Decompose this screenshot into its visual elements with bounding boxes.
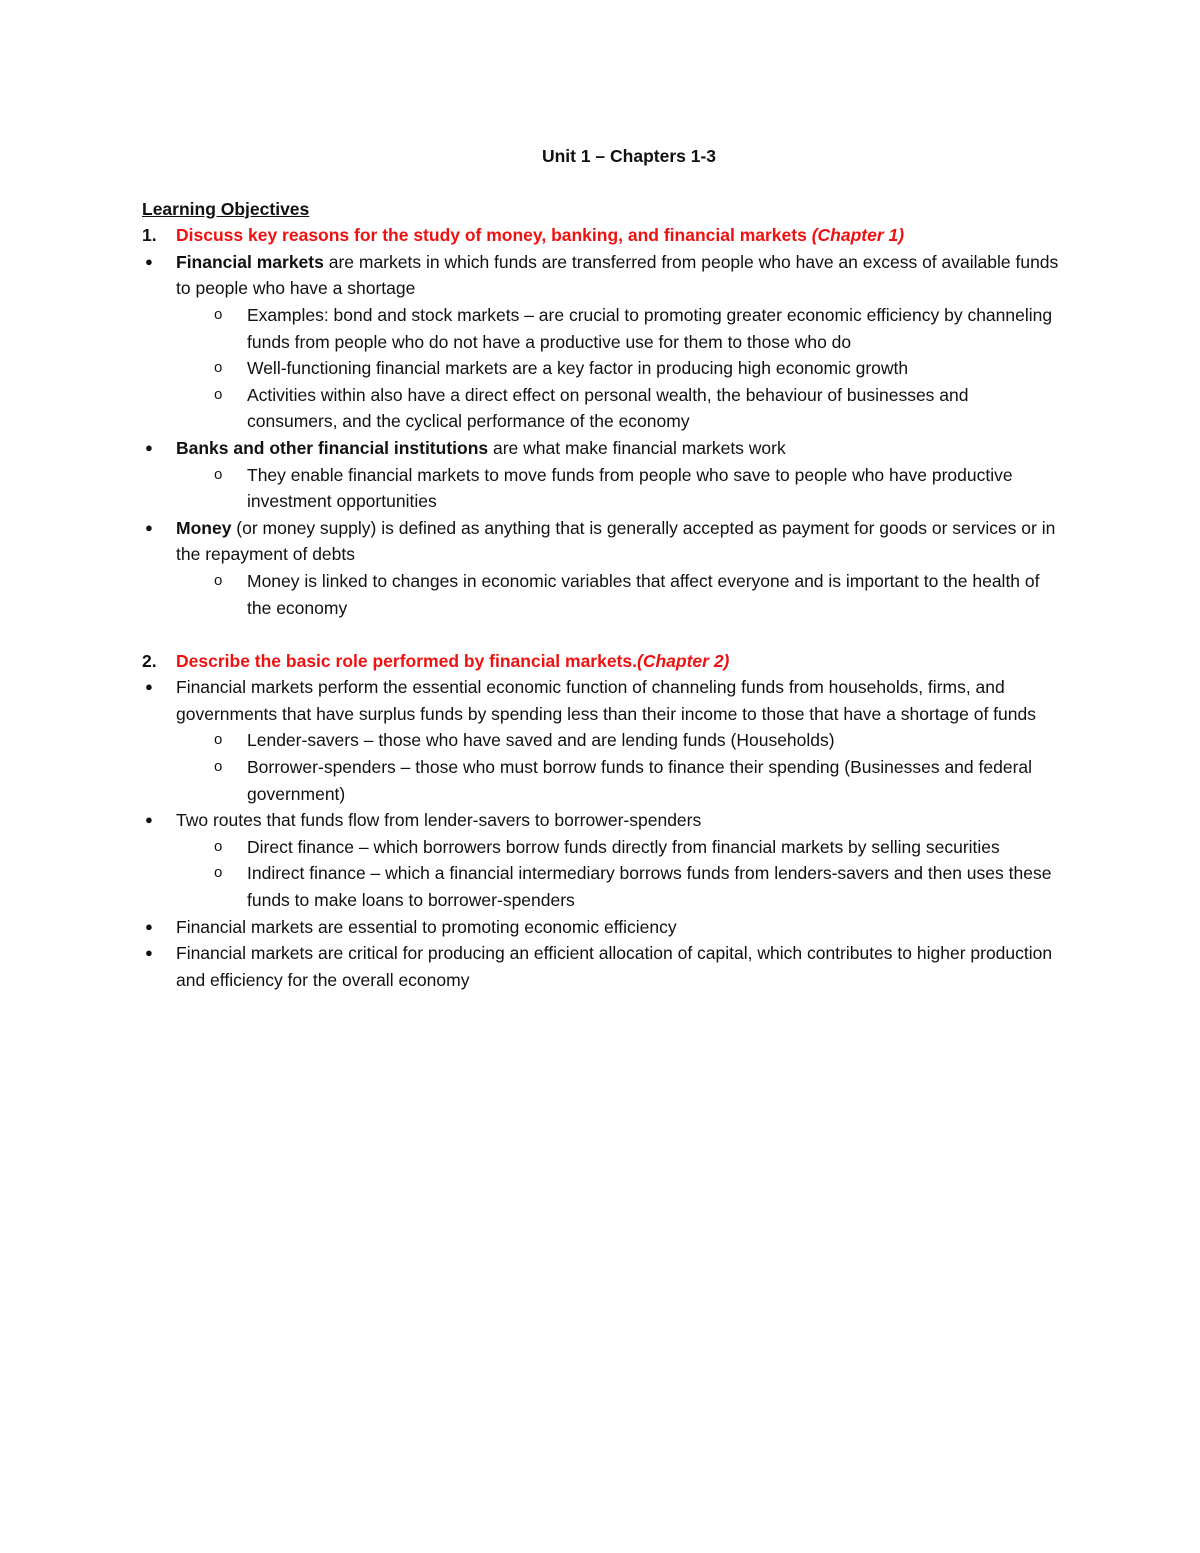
bullet-text: Two routes that funds flow from lender-savers to borrower-spenders: [176, 810, 702, 831]
sub-bullet-item: [142, 860, 1062, 913]
bullet-text: Financial markets are essential to promoting economic efficiency: [176, 916, 677, 937]
sub-bullet-item: [142, 355, 1062, 382]
bullet-item: [142, 674, 1062, 727]
objective-chapter: (Chapter 1): [811, 225, 905, 246]
sub-bullet-item: [142, 834, 1062, 861]
bullet-text: Financial markets are critical for producing an efficient allocation of capital, which contributes to higher production and efficiency for the overall economy: [176, 943, 1053, 990]
bullet-item: [142, 435, 1062, 462]
bullet-item: [142, 807, 1062, 834]
sub-bullet-item: [142, 382, 1062, 435]
sub-bullet-text: They enable financial markets to move funds from people who save to people who have productive investment opportunities: [247, 464, 1013, 512]
circle-bullet-icon: o: [214, 758, 223, 776]
objective-heading: [142, 222, 1062, 249]
sub-bullet-text: Borrower-spenders – those who must borrow funds to finance their spending (Businesses and federal government): [247, 757, 1033, 804]
bullet-icon: ●: [145, 918, 153, 934]
sub-bullet-item: [142, 568, 1062, 621]
objective-heading: [142, 648, 1062, 675]
circle-bullet-icon: o: [214, 571, 223, 589]
objective-number: 1.: [142, 225, 157, 246]
bullet-lead: Banks and other financial institutions: [176, 437, 489, 458]
circle-bullet-icon: o: [214, 465, 223, 483]
bullet-lead: Money: [176, 517, 232, 538]
sub-bullet-item: [142, 727, 1062, 754]
bullet-item: [142, 914, 1062, 941]
circle-bullet-icon: o: [214, 864, 223, 882]
bullet-text: are what make financial markets work: [488, 437, 786, 458]
bullet-item: [142, 249, 1062, 302]
bullet-icon: ●: [145, 812, 153, 828]
page-title: Unit 1 – Chapters 1-3: [541, 146, 717, 166]
sub-bullet-text: Activities within also have a direct effect on personal wealth, the behaviour of businesses and consumers, and the cyclical performance of the economy: [247, 384, 969, 432]
sub-bullet-text: Indirect finance – which a financial intermediary borrows funds from lenders-savers and then uses these funds to make loans to borrower-spenders: [247, 863, 1052, 911]
bullet-item: [142, 515, 1062, 568]
circle-bullet-icon: o: [214, 305, 223, 323]
objective-text: Describe the basic role performed by financial markets.: [176, 650, 638, 671]
section-subtitle: Learning Objectives: [142, 198, 310, 219]
sub-bullet-text: Lender-savers – those who have saved and are lending funds (Households): [247, 730, 835, 751]
sub-bullet-item: [142, 754, 1062, 807]
bullet-text: (or money supply) is defined as anything that is generally accepted as payment for goods or services or in the repayment of debts: [176, 517, 1056, 565]
objective-chapter: (Chapter 2): [637, 650, 730, 671]
document-body: [142, 143, 1062, 993]
bullet-lead: Financial markets: [176, 251, 324, 272]
sub-bullet-text: Examples: bond and stock markets – are crucial to promoting greater economic efficiency by channeling funds from people who do not have a productive use for them to those who do: [247, 304, 1053, 352]
bullet-icon: ●: [145, 945, 153, 961]
circle-bullet-icon: o: [214, 359, 223, 377]
sub-bullet-text: Direct finance – which borrowers borrow funds directly from financial markets by selling securities: [247, 836, 1000, 857]
objective-text: Discuss key reasons for the study of money, banking, and financial markets: [176, 225, 812, 246]
sub-bullet-text: Well-functioning financial markets are a key factor in producing high economic growth: [247, 358, 909, 379]
bullet-text: are markets in which funds are transferred from people who have an excess of available funds to people who have a shortage: [176, 251, 1059, 299]
sub-bullet-item: [142, 302, 1062, 355]
sub-bullet-item: [142, 462, 1062, 515]
bullet-item: [142, 940, 1062, 993]
objective-number: 2.: [142, 650, 157, 671]
bullet-icon: ●: [145, 439, 153, 455]
bullet-icon: ●: [145, 679, 153, 695]
bullet-icon: ●: [145, 519, 153, 535]
bullet-text: Financial markets perform the essential economic function of channeling funds from households, firms, and governments that have surplus funds by spending less than their income to those that have a shortage of funds: [176, 677, 1036, 724]
circle-bullet-icon: o: [214, 731, 223, 749]
circle-bullet-icon: o: [214, 385, 223, 403]
circle-bullet-icon: o: [214, 837, 223, 855]
spacer: [142, 621, 1062, 648]
bullet-icon: ●: [145, 253, 153, 269]
sub-bullet-text: Money is linked to changes in economic variables that affect everyone and is important to the health of the economy: [247, 570, 1040, 618]
